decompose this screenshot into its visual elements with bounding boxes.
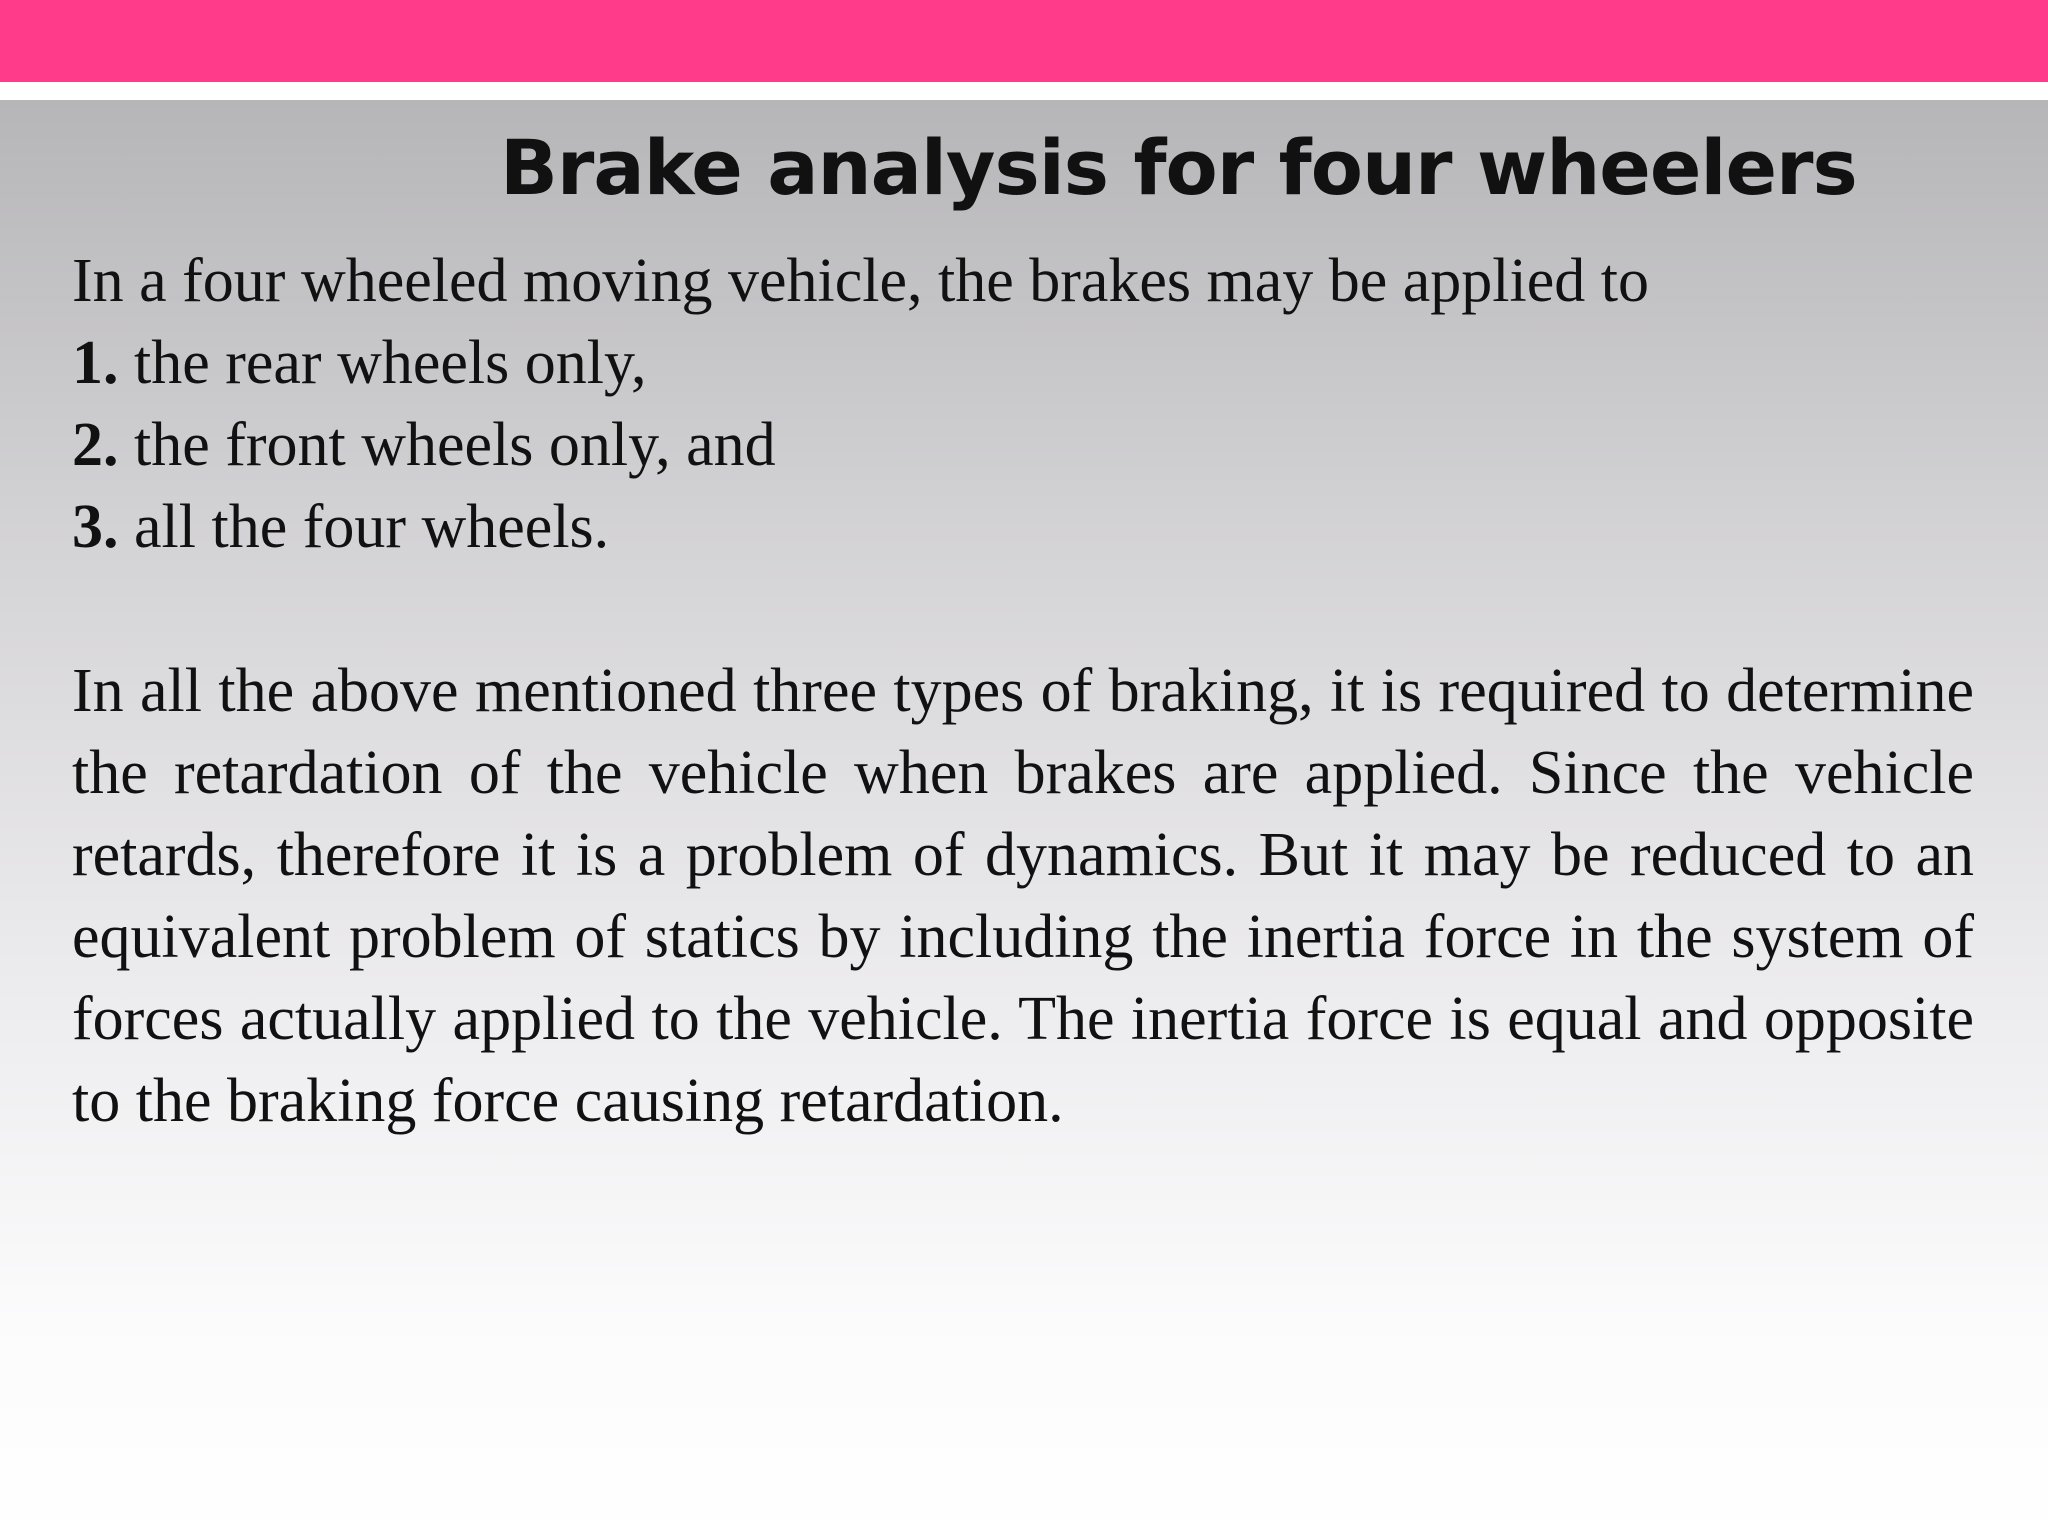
- list-number: 3.: [72, 493, 119, 561]
- body-paragraph: In all the above mentioned three types of braking, it is required to determine the retardation of the vehicle when brakes are applied. Since the vehicle retards, therefore it is a problem of dynamics. But it may be reduced to an equivalent problem of statics by including the inertia force in the system of forces actually applied to the vehicle. The inertia force is equal and opposite to the braking force causing retardation.: [72, 657, 1974, 1135]
- list-text: the front wheels only, and: [118, 411, 776, 479]
- intro-text: In a four wheeled moving vehicle, the brakes may be applied to: [72, 247, 1650, 315]
- header-divider: [0, 82, 2048, 100]
- header-accent-band: [0, 0, 2048, 82]
- list-number: 1.: [72, 329, 119, 397]
- list-number: 2.: [72, 411, 119, 479]
- list-item: [72, 486, 1974, 568]
- list-text: all the four wheels.: [118, 493, 610, 561]
- intro-block: [72, 240, 1974, 568]
- slide-title: Brake analysis for four wheelers: [500, 123, 1857, 212]
- list-text: the rear wheels only,: [118, 329, 647, 397]
- list-item: [72, 404, 1974, 486]
- list-item: [72, 322, 1974, 404]
